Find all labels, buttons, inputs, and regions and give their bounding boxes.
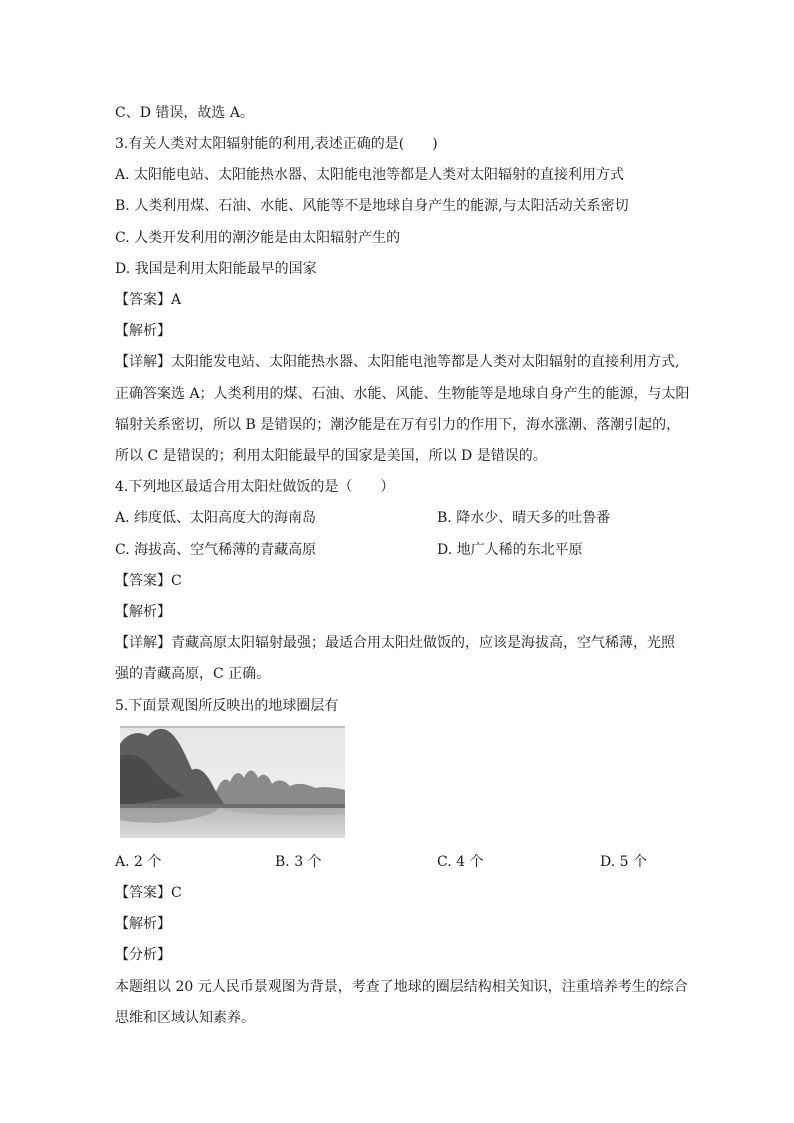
question-5-option-b: B. 3 个: [275, 854, 322, 870]
question-4-option-d: D. 地广人稀的东北平原: [437, 542, 583, 558]
question-3-option-b: B. 人类利用煤、石油、水能、风能等不是地球自身产生的能源,与太阳活动关系密切: [115, 198, 629, 214]
question-5-fenxi-line-1: 本题组以 20 元人民币景观图为背景，考查了地球的圈层结构相关知识，注重培养考生的综合: [115, 979, 688, 995]
question-3-detail-line-4: 所以 C 是错误的；利用太阳能最早的国家是美国，所以 D 是错误的。: [115, 448, 547, 464]
question-4-option-a: A. 纬度低、太阳高度大的海南岛: [115, 510, 317, 526]
question-5-stem: 5.下面景观图所反映出的地球圈层有: [115, 698, 339, 714]
question-3-option-c: C. 人类开发利用的潮汐能是由太阳辐射产生的: [115, 230, 401, 246]
question-3-detail-line-1: 【详解】太阳能发电站、太阳能热水器、太阳能电池等都是人类对太阳辐射的直接利用方式,: [115, 354, 680, 370]
question-5-fenxi-line-2: 思维和区域认知素养。: [115, 1010, 255, 1026]
question-4-analysis-heading: 【解析】: [115, 604, 171, 620]
question-4-stem: 4.下列地区最适合用太阳灶做饭的是（ ）: [115, 479, 395, 495]
text-line: C、D 错误，故选 A。: [115, 105, 254, 121]
question-4-detail-line-2: 强的青藏高原，C 正确。: [115, 666, 271, 682]
question-3-option-d: D. 我国是利用太阳能最早的国家: [115, 261, 317, 277]
question-3-detail-line-3: 辐射关系密切，所以 B 是错误的；潮汐能是在万有引力的作用下，海水涨潮、落潮引起的，: [115, 417, 681, 433]
question-3-stem: 3.有关人类对太阳辐射能的利用,表述正确的是( ): [115, 136, 438, 152]
question-5-option-c: C. 4 个: [437, 854, 484, 870]
question-3-analysis-heading: 【解析】: [115, 323, 171, 339]
question-3-detail-line-2: 正确答案选 A；人类利用的煤、石油、水能、风能、生物能等是地球自身产生的能源，与太阳: [115, 386, 690, 402]
question-5-option-d: D. 5 个: [600, 854, 647, 870]
landscape-photo: [120, 726, 345, 838]
question-3-option-a: A. 太阳能电站、太阳能热水器、太阳能电池等都是人类对太阳辐射的直接利用方式: [115, 167, 625, 183]
question-4-option-b: B. 降水少、晴天多的吐鲁番: [437, 510, 611, 526]
question-4-option-c: C. 海拔高、空气稀薄的青藏高原: [115, 542, 317, 558]
question-5-option-a: A. 2 个: [115, 854, 162, 870]
question-3-answer: 【答案】A: [115, 292, 182, 308]
karst-landscape-image: [120, 726, 345, 838]
question-4-detail-line-1: 【详解】青藏高原太阳辐射最强；最适合用太阳灶做饭的，应该是海拔高，空气稀薄，光照: [115, 635, 675, 651]
question-4-answer: 【答案】C: [115, 573, 182, 589]
question-5-fenxi-heading: 【分析】: [115, 947, 171, 963]
question-5-analysis-heading: 【解析】: [115, 916, 171, 932]
question-5-answer: 【答案】C: [115, 885, 182, 901]
